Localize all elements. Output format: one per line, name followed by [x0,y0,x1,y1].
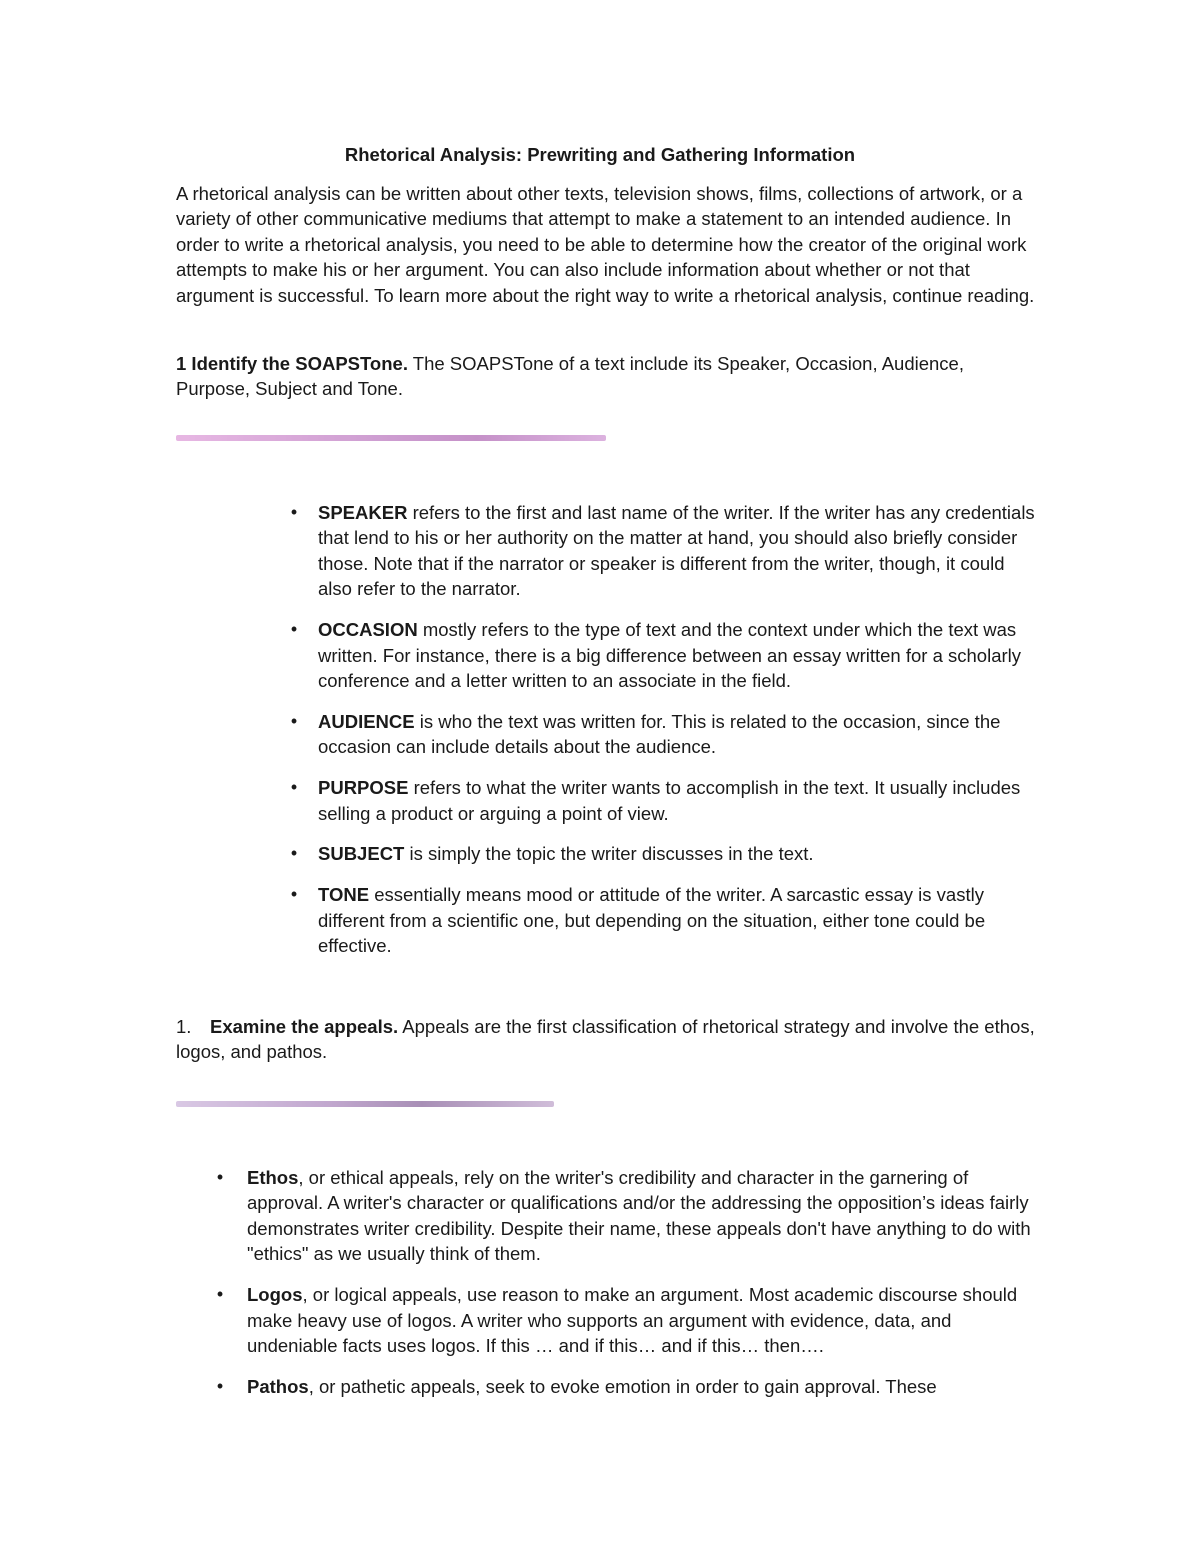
intro-paragraph: A rhetorical analysis can be written about other texts, television shows, films, collections of artwork, or a variety of other communicative mediums that attempt to make a statement to an intended audience. In order to write a rhetorical analysis, you need to be able to determine how the creator of the original work attempts to make his or her argument. You can also include information about whether or not that argument is successful. To learn more about the right way to write a rhetorical analysis, continue reading. [176,183,1035,306]
decorative-divider-2 [176,1101,554,1107]
bullet-icon: • [290,502,298,522]
bullet-icon: • [216,1167,224,1187]
step1-paragraph [176,351,1036,402]
step2-number: 1. [176,1016,192,1037]
step1-text: The SOAPSTone of a text include its Speaker, Occasion, Audience, Purpose, Subject and Tone. [176,353,964,400]
decorative-divider-1 [176,435,606,441]
list-item-ethos [216,1165,1037,1267]
definition-audience: is who the text was written for. This is related to the occasion, since the occasion can include details about the audience. [318,710,1001,758]
term-logos: Logos [247,1284,303,1306]
bullet-icon: • [290,843,298,864]
definition-occasion: mostly refers to the type of text and the context under which the text was written. For instance, there is a big difference between an essay written for a scholarly conference and a letter written to an associate in the field. [318,619,1022,691]
bullet-icon: • [290,884,298,905]
bullet-icon: • [216,1375,224,1396]
list-item-speaker [290,500,1038,602]
document-title: Rhetorical Analysis: Prewriting and Gathering Information [344,144,856,165]
list-item-pathos [216,1374,1037,1399]
term-ethos: Ethos [247,1167,299,1188]
term-occasion: OCCASION [318,619,418,641]
definition-tone: essentially means mood or attitude of the writer. A sarcastic essay is vastly different from a scientific one, but depending on the situation, either tone could be effective. [318,884,986,957]
list-item-tone [290,882,1038,958]
list-item-logos [216,1282,1037,1358]
term-speaker: SPEAKER [318,502,408,523]
appeals-list [216,1165,1037,1415]
bullet-icon: • [290,777,298,798]
term-tone: TONE [318,884,370,906]
list-item-subject [290,841,1038,866]
list-item-audience [290,709,1038,760]
list-item-purpose [290,775,1038,826]
bullet-icon: • [216,1284,224,1305]
definition-subject: is simply the topic the writer discusses in the text. [404,843,814,865]
term-purpose: PURPOSE [318,777,409,799]
term-audience: AUDIENCE [318,710,415,732]
bullet-icon: • [290,710,298,731]
soapstone-list [290,500,1038,974]
list-item-occasion [290,617,1038,693]
term-subject: SUBJECT [318,843,405,865]
definition-pathos: , or pathetic appeals, seek to evoke emotion in order to gain approval. These [308,1375,937,1397]
definition-speaker: refers to the first and last name of the writer. If the writer has any credentials that lend to his or her authority on the matter at hand, you should also briefly consider those. Note that if the narrator or speaker is different from the writer, though, it could also refer to the narrator. [318,502,1035,600]
definition-purpose: refers to what the writer wants to accomplish in the text. It usually includes selling a product or arguing a point of view. [318,777,1021,824]
bullet-icon: • [290,619,298,640]
step2-paragraph [176,1014,1036,1065]
definition-ethos: , or ethical appeals, rely on the writer's credibility and character in the garnering of approval. A writer's character or qualifications and/or the addressing the opposition’s ideas fairly demonstrates writer credibility. Despite their name, these appeals don't have anything to do with "ethics" as we usually think of them. [247,1167,1031,1265]
term-pathos: Pathos [247,1375,309,1397]
step2-text: Appeals are the first classification of rhetorical strategy and involve the ethos, logos, and pathos. [176,1016,1035,1063]
step1-lead: 1 Identify the SOAPSTone. [176,353,408,374]
step2-lead: Examine the appeals. [210,1016,399,1037]
definition-logos: , or logical appeals, use reason to make an argument. Most academic discourse should make heavy use of logos. A writer who supports an argument with evidence, data, and undeniable facts uses logos. If this … and if this… and if this… then…. [247,1284,1018,1356]
